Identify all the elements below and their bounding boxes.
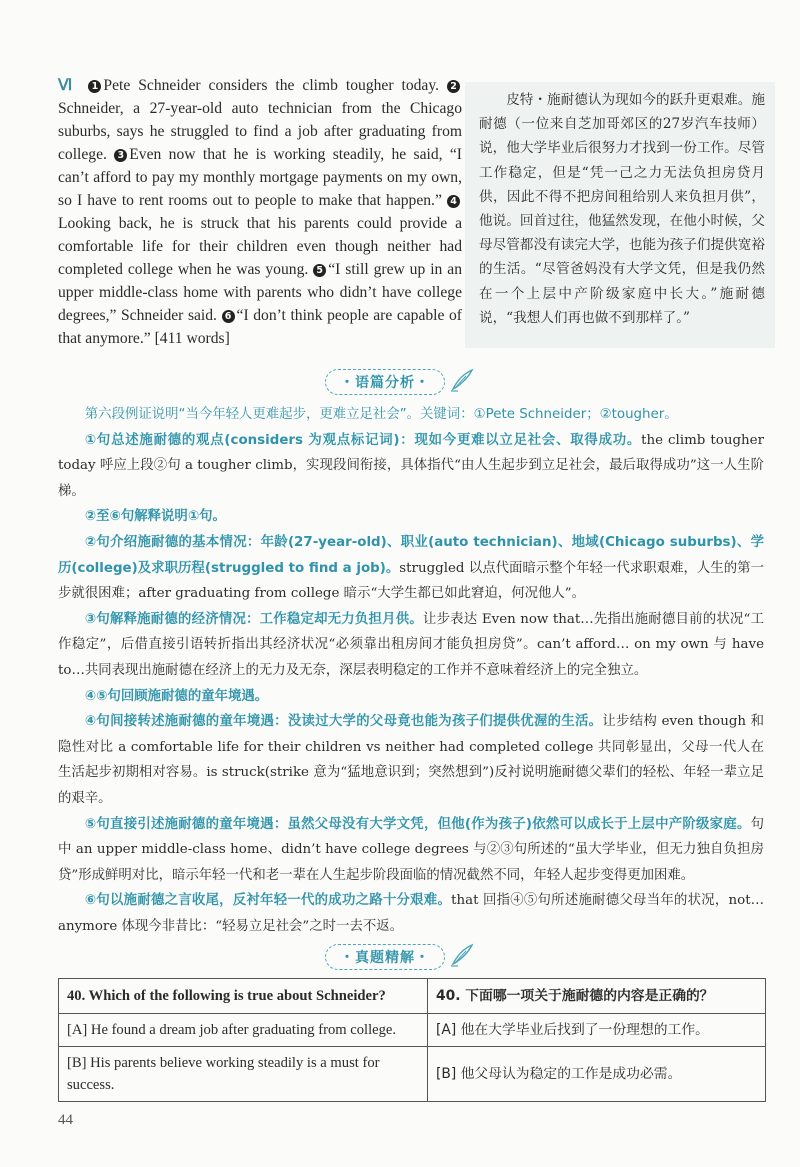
sentence: Looking back, he is struck that his parents could provide a comfortable life for their children even though neither had completed college when he was young.: [58, 215, 462, 278]
table-row: [59, 979, 766, 1014]
table-row: [59, 1014, 766, 1047]
question-stem-zh: 40. 下面哪一项关于施耐德的内容是正确的？: [428, 979, 766, 1014]
page-number: 44: [58, 1112, 73, 1128]
quill-icon: [449, 367, 475, 397]
analysis-paragraph: ③句解释施耐德的经济情况：工作稳定却无力负担月供。让步表达 Even now that…先指出施耐德目前的状况“工作稳定”，后借直接引语转折指出其经济状况“必须靠出租房间才能负担房贷”。can’t afford… on my own 与 have to…共同表现出施耐德在经济上的无力及无奈，深层表明稳定的工作并不意味着经济上的完全独立。: [58, 611, 764, 678]
analysis-body: [58, 402, 764, 939]
sentence: Even now that he is working steadily, he said, “I can’t afford to pay my monthly mortgage payments on my own, so I have to rent rooms out to people to make that happen.”: [58, 146, 462, 209]
analysis-paragraph: ④⑤句回顾施耐德的童年境遇。: [84, 688, 269, 704]
sentence-number: 1: [88, 80, 101, 93]
analysis-paragraph: ⑤句直接引述施耐德的童年境遇：虽然父母没有大学文凭，但他(作为孩子)依然可以成长于上层中产阶级家庭。句中 an upper middle-class home、didn’t have college degrees 与②③句所述的“虽大学毕业，但无力独自负担房贷”形成鲜明对比，暗示年轻一代和老一辈在人生起步阶段面临的情况截然不同，年轻人起步变得更加困难。: [58, 816, 764, 883]
analysis-title: ・语篇分析・: [325, 369, 445, 395]
analysis-paragraph: ④句间接转述施耐德的童年境遇：没读过大学的父母竟也能为孩子们提供优渥的生活。让步结构 even though 和隐性对比 a comfortable life for their children vs neither had completed college 共同彰显出，父母一代人在生活起步初期相对容易。is struck(strike 意为“猛地意识到；突然想到”)反衬说明施耐德父辈们的轻松、年轻一辈立足的艰辛。: [58, 714, 764, 806]
option-en: [B] His parents believe working steadily is a must for success.: [59, 1047, 428, 1102]
word-count: [411 words]: [154, 330, 230, 347]
sentence-number: 6: [222, 310, 235, 323]
option-en: [A] He found a dream job after graduating from college.: [59, 1014, 428, 1047]
table-row: [59, 1047, 766, 1102]
sentence-number: 3: [114, 149, 127, 162]
sentence: Schneider, a 27-year-old auto technician from the Chicago suburbs, says he struggled to find a job after graduating from college.: [58, 100, 462, 163]
analysis-paragraph: 第六段例证说明“当今年轻人更难起步，更难立足社会”。关键词：①Pete Schneider；②tougher。: [84, 407, 678, 422]
passage-paragraph: [58, 74, 462, 350]
sentence: “I don’t think people are capable of that anymore.”: [58, 307, 462, 347]
question-stem-en: 40. Which of the following is true about Schneider?: [59, 979, 428, 1014]
analysis-paragraph: ⑥句以施耐德之言收尾，反衬年轻一代的成功之路十分艰难。that 回指④⑤句所述施耐德父母当年的状况，not…anymore 体现今非昔比：“轻易立足社会”之时一去不返。: [58, 893, 764, 934]
paragraph-mark: Ⅵ: [58, 77, 77, 94]
questions-header: [0, 944, 800, 970]
analysis-paragraph: ②句介绍施耐德的基本情况：年龄(27-year-old)、职业(auto technician)、地域(Chicago suburbs)、学历(college)及求职历程(struggled to find a job)。struggled 以点代面暗示整个年轻一代求职艰难，人生的第一步就很困难；after graduating from college 暗示“大学生都已如此窘迫，何况他人”。: [58, 534, 764, 602]
translation-box: 皮特・施耐德认为现如今的跃升更艰难。施耐德（一位来自芝加哥郊区的27岁汽车技师）说，他大学毕业后很努力才找到一份工作。尽管工作稳定，但是“凭一己之力无法负担房贷月供，因此不得不把房间租给别人来负担月供”，他说。回首过往，他猛然发现，在他小时候，父母尽管都没有读完大学，也能为孩子们提供宽裕的生活。“尽管爸妈没有大学文凭，但是我仍然在一个上层中产阶级家庭中长大。”施耐德说，“我想人们再也做不到那样了。”: [465, 82, 775, 348]
sentence-number: 5: [313, 264, 326, 277]
option-zh: [B] 他父母认为稳定的工作是成功必需。: [428, 1047, 766, 1102]
quill-icon: [449, 942, 475, 972]
questions-title: ・真题精解・: [325, 944, 445, 970]
option-zh: [A] 他在大学毕业后找到了一份理想的工作。: [428, 1014, 766, 1047]
question-table: [58, 978, 766, 1102]
sentence-number: 2: [447, 80, 460, 93]
analysis-paragraph: ②至⑥句解释说明①句。: [84, 509, 226, 525]
sentence: Pete Schneider considers the climb tougher today.: [103, 77, 440, 94]
sentence-number: 4: [447, 195, 460, 208]
analysis-header: [0, 369, 800, 395]
analysis-paragraph: ①句总述施耐德的观点(considers 为观点标记词)：现如今更难以立足社会、取得成功。the climb tougher today 呼应上段②句 a tougher climb，实现段间衔接，具体指代“由人生起步到立足社会，最后取得成功”这一人生阶梯。: [58, 432, 764, 499]
sentence: “I still grew up in an upper middle-class home with parents who didn’t have college degrees,” Schneider said.: [58, 261, 462, 324]
